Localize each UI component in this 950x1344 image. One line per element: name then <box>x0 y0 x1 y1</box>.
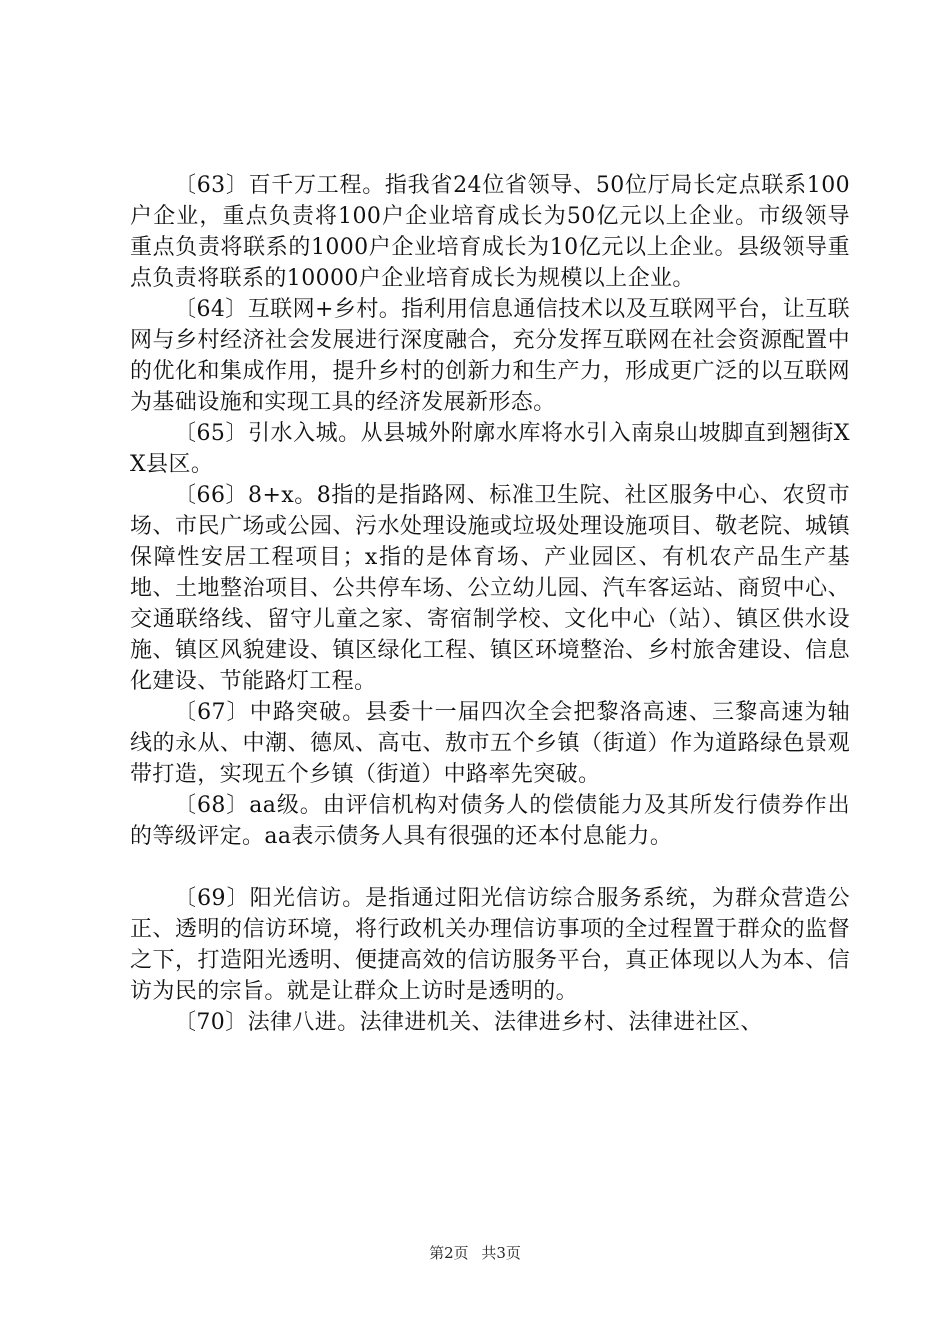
page-footer <box>0 1243 950 1263</box>
page-total: 共3页 <box>481 1244 521 1262</box>
paragraph-63: 〔63〕百千万工程。指我省24位省领导、50位厅局长定点联系100户企业，重点负责将100户企业培育成长为50亿元以上企业。市级领导重点负责将联系的1000户企业培育成长为10亿元以上企业。县级领导重点负责将联系的10000户企业培育成长为规模以上企业。 <box>130 173 850 291</box>
paragraph-70: 〔70〕法律八进。法律进机关、法律进乡村、法律进社区、 <box>174 1010 763 1035</box>
paragraph-68: 〔68〕aa级。由评信机构对债务人的偿债能力及其所发行债券作出的等级评定。aa表示债务人具有很强的还本付息能力。 <box>130 793 850 849</box>
paragraph-65: 〔65〕引水入城。从县城外附廓水库将水引入南泉山坡脚直到翘街XX县区。 <box>130 421 850 477</box>
paragraph-64: 〔64〕互联网+乡村。指利用信息通信技术以及互联网平台，让互联网与乡村经济社会发展进行深度融合，充分发挥互联网在社会资源配置中的优化和集成作用，提升乡村的创新力和生产力，形成更广泛的以互联网为基础设施和实现工具的经济发展新形态。 <box>130 297 850 415</box>
paragraph-67: 〔67〕中路突破。县委十一届四次全会把黎洛高速、三黎高速为轴线的永从、中潮、德凤、高屯、敖市五个乡镇（街道）作为道路绿色景观带打造，实现五个乡镇（街道）中路率先突破。 <box>130 700 850 787</box>
page-number: 第2页 <box>429 1244 469 1262</box>
paragraph-66: 〔66〕8+x。8指的是指路网、标准卫生院、社区服务中心、农贸市场、市民广场或公园、污水处理设施或垃圾处理设施项目、敬老院、城镇保障性安居工程项目；x指的是体育场、产业园区、有机农产品生产基地、土地整治项目、公共停车场、公立幼儿园、汽车客运站、商贸中心、交通联络线、留守儿童之家、寄宿制学校、文化中心（站）、镇区供水设施、镇区风貌建设、镇区绿化工程、镇区环境整治、乡村旅舍建设、信息化建设、节能路灯工程。 <box>130 483 850 694</box>
paragraph-69: 〔69〕阳光信访。是指通过阳光信访综合服务系统，为群众营造公正、透明的信访环境，将行政机关办理信访事项的全过程置于群众的监督之下，打造阳光透明、便捷高效的信访服务平台，真正体现以人为本、信访为民的宗旨。就是让群众上访时是透明的。 <box>130 886 850 1004</box>
document-body <box>130 170 850 1038</box>
paragraph-spacer <box>130 852 850 883</box>
